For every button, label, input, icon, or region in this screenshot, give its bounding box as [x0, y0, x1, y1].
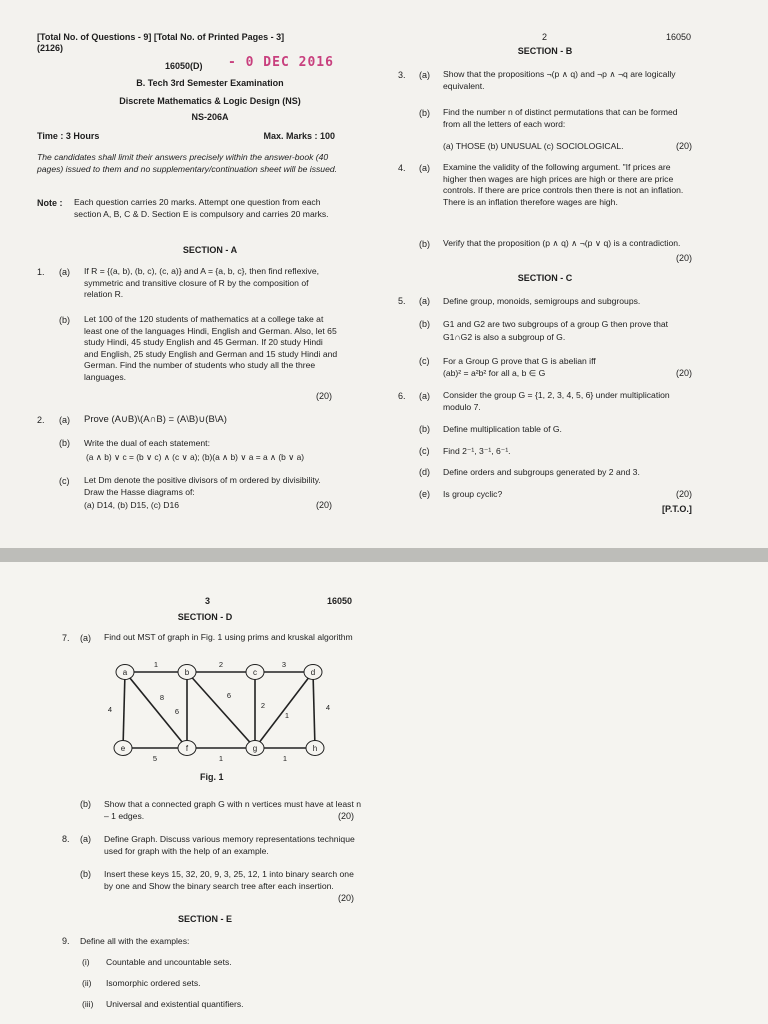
edge-weight-label: 5	[152, 754, 158, 763]
page-code: 16050	[327, 596, 353, 606]
question-2c: Let Dm denote the positive divisors of m ordered by divisibility. Draw the Hasse diagrams of:	[84, 475, 321, 497]
part-label: (a)	[59, 267, 70, 277]
edge-weight-label: 2	[260, 701, 266, 710]
exam-page-2	[0, 562, 768, 1024]
part-label: (b)	[59, 438, 70, 448]
question-number: 3.	[398, 70, 406, 80]
question-5a: Define group, monoids, semigroups and subgroups.	[443, 296, 641, 306]
part-label: (c)	[59, 476, 70, 486]
edge-weight-label: 1	[218, 754, 224, 763]
edge-weight-label: 6	[226, 691, 232, 700]
paper-code: 16050(D)	[165, 61, 203, 71]
marks: (20)	[676, 368, 693, 378]
max-marks: Max. Marks : 100	[263, 131, 335, 141]
edge-weight-label: 4	[325, 703, 331, 712]
edge-weight-label: 1	[282, 754, 288, 763]
note-label: Note :	[37, 198, 63, 208]
part-label: (c)	[419, 446, 430, 456]
question-6c: Find 2⁻¹, 3⁻¹, 6⁻¹.	[443, 446, 511, 456]
part-label: (a)	[419, 391, 430, 401]
graph-edge-d-g	[255, 672, 313, 748]
question-number: 4.	[398, 163, 406, 173]
date-stamp: - 0 DEC 2016	[228, 55, 334, 70]
header-code: (2126)	[37, 43, 64, 53]
question-7b: Show that a connected graph G with n vertices must have at least n – 1 edges.	[104, 799, 361, 821]
question-2c-items: (a) D14, (b) D15, (c) D16	[84, 500, 180, 510]
question-5c-statement: (ab)² = a²b² for all a, b ∈ G	[443, 368, 546, 378]
question-1b: Let 100 of the 120 students of mathematics at a college take at least one of the languages Hindi, English and German. Also, let 65 study Hindi, 45 study English and 45 German. If 20 study Hindi and English, 25 study English and German and 15 study Hindi and German. Find the number of students who study all the three languages.	[84, 314, 338, 382]
part-label: (a)	[80, 834, 91, 844]
item-label: (ii)	[82, 978, 92, 988]
graph-edge-d-h	[313, 672, 315, 748]
graph-edge-a-e	[123, 672, 125, 748]
question-6b: Define multiplication table of G.	[443, 424, 562, 434]
item-text: Isomorphic ordered sets.	[106, 978, 201, 988]
question-number: 5.	[398, 296, 406, 306]
page-code: 16050	[666, 32, 692, 42]
marks: (20)	[676, 141, 693, 151]
part-label: (a)	[80, 633, 91, 643]
question-8a: Define Graph. Discuss various memory representations technique used for graph with the help of an example.	[104, 834, 355, 856]
edge-weight-label: 4	[107, 705, 113, 714]
graph-node-label: f	[185, 744, 189, 753]
section-c-heading: SECTION - C	[517, 273, 573, 283]
subject-title: Discrete Mathematics & Logic Design (NS)	[119, 96, 301, 106]
question-number: 6.	[398, 391, 406, 401]
section-a-heading: SECTION - A	[182, 245, 238, 255]
part-label: (a)	[59, 415, 70, 425]
marks: (20)	[338, 811, 355, 821]
question-8b: Insert these keys 15, 32, 20, 9, 3, 25, 12, 1 into binary search one by one and Show the binary search tree after each insertion.	[104, 869, 354, 891]
graph-node-label: b	[184, 668, 190, 677]
exam-title: B. Tech 3rd Semester Examination	[136, 78, 284, 88]
question-number: 7.	[62, 633, 70, 643]
section-d-heading: SECTION - D	[177, 612, 233, 622]
edge-weight-label: 6	[174, 707, 180, 716]
question-number: 1.	[37, 267, 45, 277]
edge-weight-label: 3	[281, 660, 287, 669]
marks: (20)	[316, 500, 333, 510]
header-question-count: [Total No. of Questions - 9] [Total No. of Printed Pages - 3]	[37, 32, 285, 42]
question-2b: Write the dual of each statement:	[84, 438, 210, 448]
question-4a: Examine the validity of the following argument. "If prices are higher then wages are high prices are high or there are price controls. If there are price controls then there is not an inflation. There is an inflation therefore wages are high.	[443, 162, 684, 207]
edge-weight-label: 1	[153, 660, 159, 669]
marks: (20)	[316, 391, 333, 401]
part-label: (e)	[419, 489, 430, 499]
marks: (20)	[676, 253, 693, 263]
graph-node-label: h	[312, 744, 318, 753]
graph-node-label: e	[120, 744, 126, 753]
graph-node-label: c	[253, 668, 257, 677]
part-label: (d)	[419, 467, 430, 477]
question-6e: Is group cyclic?	[443, 489, 503, 499]
time-limit: Time : 3 Hours	[37, 131, 100, 141]
graph-figure	[95, 660, 335, 770]
part-label: (a)	[419, 70, 430, 80]
question-4b: Verify that the proposition (p ∧ q) ∧ ¬(p ∨ q) is a contradiction.	[443, 238, 681, 248]
graph-edge-b-g	[187, 672, 255, 748]
question-3b: Find the number n of distinct permutations that can be formed from all the letters of each word:	[443, 107, 678, 129]
part-label: (b)	[419, 424, 430, 434]
part-label: (b)	[80, 869, 91, 879]
graph-node-label: g	[252, 744, 258, 753]
question-6a: Consider the group G = {1, 2, 3, 4, 5, 6} under multiplication modulo 7.	[443, 390, 670, 412]
question-3b-words: (a) THOSE (b) UNUSUAL (c) SOCIOLOGICAL.	[443, 141, 624, 151]
item-label: (i)	[82, 957, 90, 967]
question-1a: If R = {(a, b), (b, c), (c, a)} and A = {a, b, c}, then find reflexive, symmetric and transitive closure of R by the composition of relation R.	[84, 266, 320, 299]
question-5c: For a Group G prove that G is abelian iff	[443, 356, 596, 366]
edge-weight-label: 2	[218, 660, 224, 669]
section-b-heading: SECTION - B	[517, 46, 573, 56]
question-5b: G1 and G2 are two subgroups of a group G then prove that G1∩G2 is also a subgroup of G.	[443, 319, 669, 342]
part-label: (a)	[419, 163, 430, 173]
section-e-heading: SECTION - E	[177, 914, 232, 924]
question-number: 8.	[62, 834, 70, 844]
question-9: Define all with the examples:	[80, 936, 190, 946]
page-number: 3	[205, 596, 211, 606]
graph-node-label: d	[310, 668, 316, 677]
part-label: (b)	[419, 108, 430, 118]
edge-weight-label: 1	[284, 711, 290, 720]
part-label: (b)	[419, 239, 430, 249]
item-label: (iii)	[82, 999, 94, 1009]
item-text: Countable and uncountable sets.	[106, 957, 232, 967]
question-number: 9.	[62, 936, 70, 946]
question-7a: Find out MST of graph in Fig. 1 using prims and kruskal algorithm	[104, 632, 353, 642]
part-label: (b)	[80, 799, 91, 809]
graph-node-label: a	[122, 668, 128, 677]
part-label: (c)	[419, 356, 430, 366]
question-6d: Define orders and subgroups generated by 2 and 3.	[443, 467, 640, 477]
course-code: NS-206A	[191, 112, 229, 122]
figure-caption: Fig. 1	[200, 772, 224, 782]
item-text: Universal and existential quantifiers.	[106, 999, 244, 1009]
question-3a: Show that the propositions ¬(p ∧ q) and ¬p ∧ ¬q are logically equivalent.	[443, 69, 676, 91]
instructions: The candidates shall limit their answers precisely within the answer-book (40 pages) issued to them and no supplementary/continuation sheet will be issued.	[37, 152, 338, 174]
part-label: (b)	[419, 319, 430, 329]
marks: (20)	[338, 893, 355, 903]
question-number: 2.	[37, 415, 45, 425]
part-label: (b)	[59, 315, 70, 325]
page-separator	[0, 548, 768, 562]
question-2b-expression: (a ∧ b) ∨ c = (b ∨ c) ∧ (c ∨ a); (b)(a ∧ b) ∨ a = a ∧ (b ∨ a)	[86, 452, 305, 462]
edge-weight-label: 8	[159, 693, 165, 702]
part-label: (a)	[419, 296, 430, 306]
note-text: Each question carries 20 marks. Attempt one question from each section A, B, C & D. Section E is compulsory and carries 20 marks.	[74, 197, 329, 219]
question-2a: Prove (A∪B)\(A∩B) = (A\B)∪(B\A)	[84, 414, 227, 425]
page-number: 2	[542, 32, 548, 42]
please-turn-over: [P.T.O.]	[662, 504, 692, 514]
marks: (20)	[676, 489, 693, 499]
